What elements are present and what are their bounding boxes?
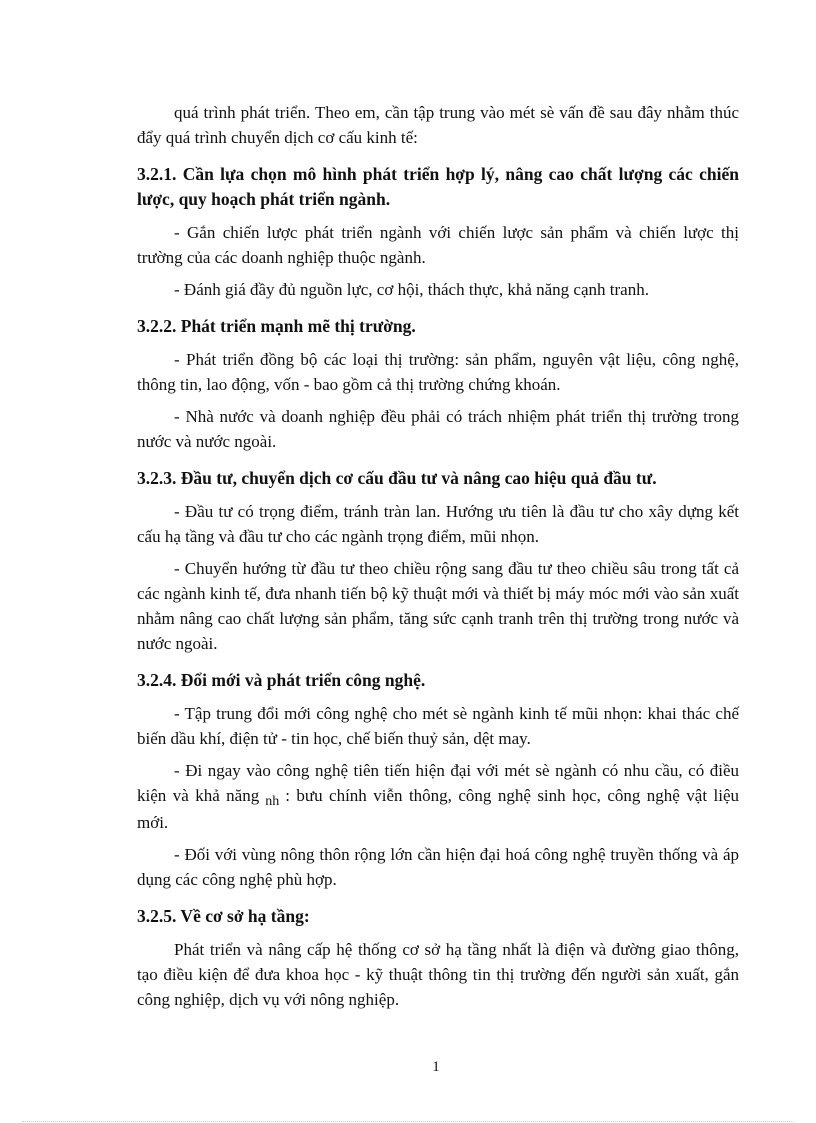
paragraph-text: : bưu chính viễn thông, công nghệ sinh học, công nghệ vật liệu mới. (137, 786, 739, 832)
section-heading-3-2-2: 3.2.2. Phát triển mạnh mẽ thị trường. (137, 316, 416, 336)
paragraph: - Gắn chiến lược phát triển ngành với chiến lược sản phẩm và chiến lược thị trường của các doanh nghiệp thuộc ngành. (137, 223, 739, 267)
page-bottom-divider (22, 1121, 794, 1122)
paragraph: - Phát triển đồng bộ các loại thị trường: sản phẩm, nguyên vật liệu, công nghệ, thông tin, lao động, vốn - bao gồm cả thị trường chứng khoán. (137, 350, 739, 394)
page-number: 1 (432, 1059, 440, 1075)
paragraph: - Chuyển hướng từ đầu tư theo chiều rộng sang đầu tư theo chiều sâu trong tất cả các ngành kinh tế, đưa nhanh tiến bộ kỹ thuật mới và thiết bị máy móc mới vào sản xuất nhằm nâng cao chất lượng sản phẩm, tăng sức cạnh tranh trên thị trường trong nước và nước ngoài. (137, 559, 739, 653)
paragraph: - Đánh giá đầy đủ nguồn lực, cơ hội, thách thực, khả năng cạnh tranh. (174, 280, 649, 299)
paragraph-text: - Đi ngay vào công nghệ tiên tiến hiện đại với mét sè ngành có nhu cầu, có điều kiện và khả năng (137, 761, 739, 805)
intro-paragraph: quá trình phát triển. Theo em, cần tập trung vào mét sè vấn đề sau đây nhằm thúc đẩy quá trình chuyển dịch cơ cấu kinh tế: (137, 103, 739, 147)
paragraph-with-subscript (137, 758, 739, 835)
subscript-note: nh (265, 794, 280, 809)
section-heading-3-2-5: 3.2.5. Về cơ sở hạ tầng: (137, 906, 310, 926)
paragraph: - Đối với vùng nông thôn rộng lớn cần hiện đại hoá công nghệ truyền thống và áp dụng các công nghệ phù hợp. (137, 845, 739, 889)
paragraph: - Đầu tư có trọng điểm, tránh tràn lan. Hướng ưu tiên là đầu tư cho xây dựng kết cấu hạ tầng và đầu tư cho các ngành trọng điểm, mũi nhọn. (137, 502, 739, 546)
section-heading-3-2-4: 3.2.4. Đổi mới và phát triển công nghệ. (137, 670, 426, 690)
paragraph: - Tập trung đổi mới công nghệ cho mét sè ngành kinh tế mũi nhọn: khai thác chế biến dầu khí, điện tử - tin học, chế biến thuỷ sản, dệt may. (137, 704, 739, 748)
section-heading-3-2-1: 3.2.1. Cần lựa chọn mô hình phát triển hợp lý, nâng cao chất lượng các chiến lược, quy hoạch phát triển ngành. (137, 164, 739, 209)
paragraph: Phát triển và nâng cấp hệ thống cơ sở hạ tầng nhất là điện và đường giao thông, tạo điều kiện để đưa khoa học - kỹ thuật thông tin thị trường đến người sản xuất, gắn công nghiệp, dịch vụ với nông nghiệp. (137, 940, 739, 1009)
paragraph: - Nhà nước và doanh nghiệp đều phải có trách nhiệm phát triển thị trường trong nước và nước ngoài. (137, 407, 739, 451)
document-page (137, 100, 739, 1012)
section-heading-3-2-3: 3.2.3. Đầu tư, chuyển dịch cơ cấu đầu tư và nâng cao hiệu quả đầu tư. (137, 468, 657, 488)
